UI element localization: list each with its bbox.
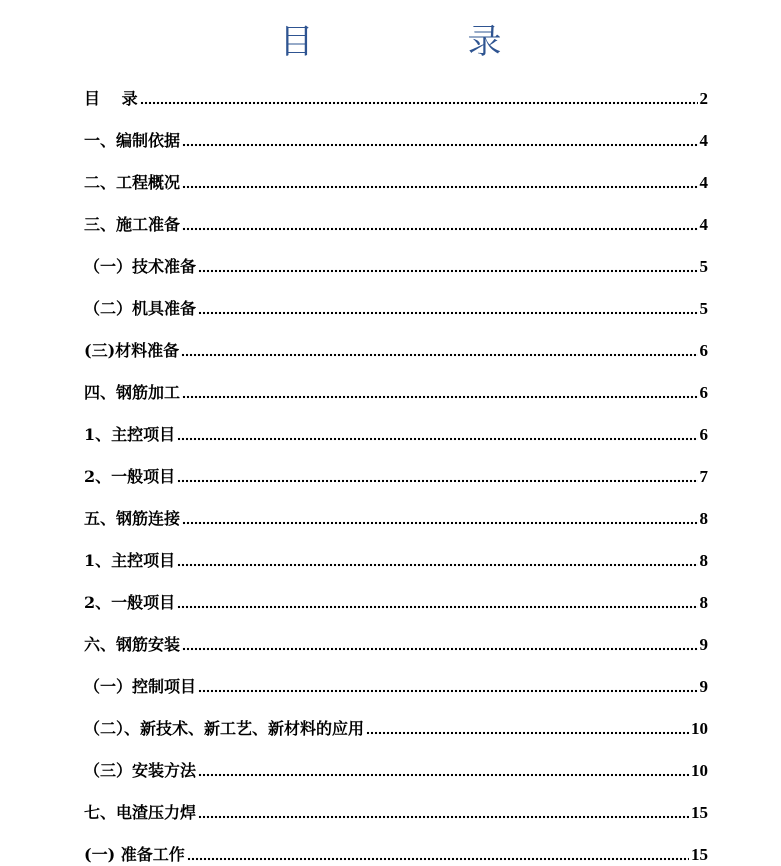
dot-leader bbox=[182, 395, 697, 399]
dot-leader bbox=[366, 731, 689, 735]
dot-leader bbox=[182, 521, 697, 525]
toc-entry-label: （三）安装方法 bbox=[84, 761, 197, 780]
dot-leader bbox=[181, 353, 697, 357]
toc-entry-label: 1、主控项目 bbox=[84, 425, 176, 444]
toc-entry[interactable] bbox=[84, 376, 708, 404]
toc-entry-page: 8 bbox=[699, 509, 708, 528]
toc-entry[interactable] bbox=[84, 712, 708, 740]
dot-leader bbox=[140, 101, 698, 105]
toc-entry[interactable] bbox=[84, 334, 708, 362]
dot-leader bbox=[198, 773, 689, 777]
toc-entry[interactable] bbox=[84, 460, 708, 488]
toc-entry-page: 7 bbox=[699, 467, 708, 486]
toc-entry-label: 三、施工准备 bbox=[84, 215, 181, 234]
toc-entry-page: 6 bbox=[699, 383, 708, 402]
toc-entry[interactable] bbox=[84, 292, 708, 320]
toc-entry-page: 5 bbox=[699, 299, 708, 318]
toc-entry[interactable] bbox=[84, 586, 708, 614]
toc-entry-label: （一）控制项目 bbox=[84, 677, 197, 696]
toc-entry[interactable] bbox=[84, 544, 708, 572]
dot-leader bbox=[182, 227, 697, 231]
toc-entry-label: (三)材料准备 bbox=[84, 341, 180, 360]
toc-entry[interactable] bbox=[84, 82, 708, 110]
toc-entry-label: 目 录 bbox=[84, 89, 138, 108]
dot-leader bbox=[177, 563, 697, 567]
toc-entry[interactable] bbox=[84, 628, 708, 656]
toc-entry-page: 9 bbox=[699, 677, 708, 696]
toc-entry-page: 8 bbox=[699, 593, 708, 612]
dot-leader bbox=[198, 689, 697, 693]
dot-leader bbox=[177, 605, 697, 609]
toc-entry-page: 15 bbox=[691, 803, 708, 822]
dot-leader bbox=[177, 479, 697, 483]
toc-entry[interactable] bbox=[84, 670, 708, 698]
dot-leader bbox=[198, 311, 697, 315]
toc-entry-page: 6 bbox=[699, 425, 708, 444]
toc-entry-page: 4 bbox=[699, 215, 708, 234]
toc-entry-label: 五、钢筋连接 bbox=[84, 509, 181, 528]
toc-entry-label: 二、工程概况 bbox=[84, 173, 181, 192]
toc-entry-page: 9 bbox=[699, 635, 708, 654]
dot-leader bbox=[182, 185, 697, 189]
dot-leader bbox=[198, 269, 697, 273]
toc-title: 目 录 bbox=[279, 22, 562, 62]
toc-entry[interactable] bbox=[84, 250, 708, 278]
toc-entry-label: 2、一般项目 bbox=[84, 467, 176, 486]
toc-entry[interactable] bbox=[84, 208, 708, 236]
toc-entry-label: (一) 准备工作 bbox=[84, 845, 185, 864]
toc-entry[interactable] bbox=[84, 166, 708, 194]
toc-entry-label: 四、钢筋加工 bbox=[84, 383, 181, 402]
toc-entry-label: 七、电渣压力焊 bbox=[84, 803, 197, 822]
toc-entry-label: 一、编制依据 bbox=[84, 131, 181, 150]
toc-entry-label: （二）机具准备 bbox=[84, 299, 197, 318]
toc-entry[interactable] bbox=[84, 124, 708, 152]
toc-entry-page: 4 bbox=[699, 131, 708, 150]
toc-entry-page: 2 bbox=[699, 89, 708, 108]
toc-entry[interactable] bbox=[84, 838, 708, 866]
toc-entry-page: 6 bbox=[699, 341, 708, 360]
dot-leader bbox=[177, 437, 697, 441]
dot-leader bbox=[182, 647, 697, 651]
toc-entry[interactable] bbox=[84, 418, 708, 446]
toc-entry-page: 10 bbox=[691, 719, 708, 738]
toc-entry[interactable] bbox=[84, 796, 708, 824]
toc-entry-label: 1、主控项目 bbox=[84, 551, 176, 570]
toc-entry-label: 2、一般项目 bbox=[84, 593, 176, 612]
toc-entry[interactable] bbox=[84, 754, 708, 782]
dot-leader bbox=[198, 815, 689, 819]
toc-entry-page: 8 bbox=[699, 551, 708, 570]
toc-entry-page: 15 bbox=[691, 845, 708, 864]
toc-entry[interactable] bbox=[84, 502, 708, 530]
toc-entry-page: 4 bbox=[699, 173, 708, 192]
dot-leader bbox=[182, 143, 697, 147]
toc-entry-page: 5 bbox=[699, 257, 708, 276]
toc-entry-label: 六、钢筋安装 bbox=[84, 635, 181, 654]
toc-entry-label: （二）、新技术、新工艺、新材料的应用 bbox=[84, 719, 365, 738]
toc-entry-page: 10 bbox=[691, 761, 708, 780]
dot-leader bbox=[187, 857, 689, 861]
toc-entry-label: （一）技术准备 bbox=[84, 257, 197, 276]
